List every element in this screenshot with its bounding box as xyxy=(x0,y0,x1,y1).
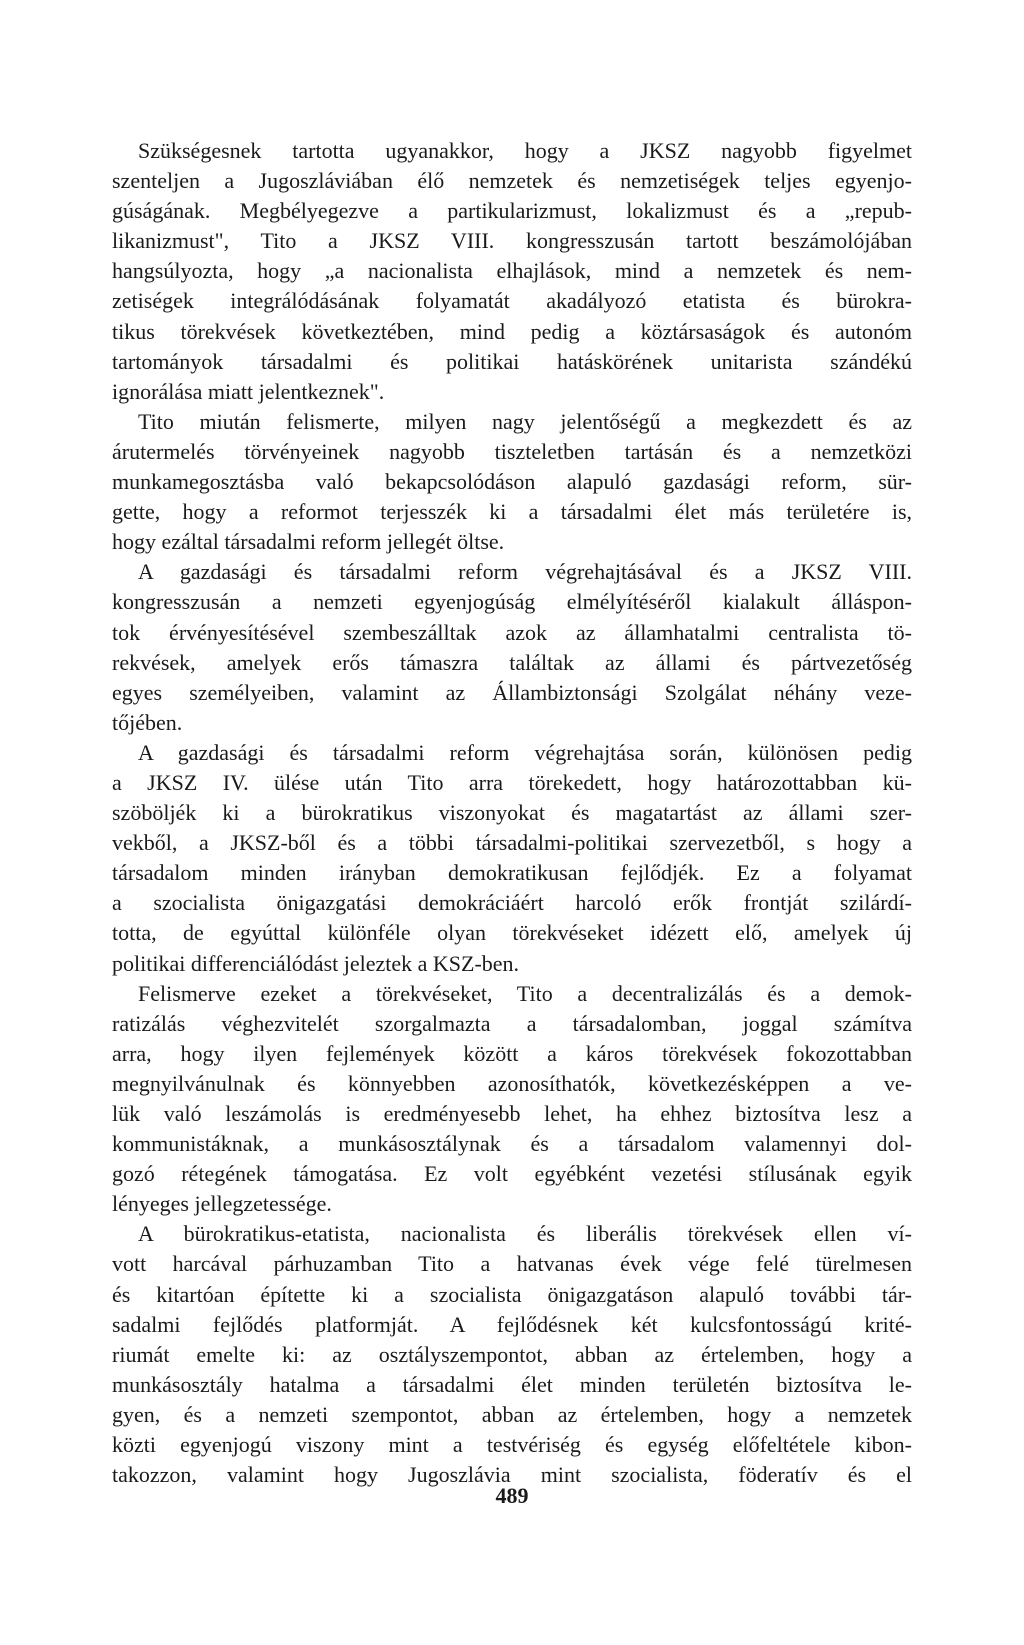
text-line: lényeges jellegzetessége. xyxy=(112,1191,332,1217)
text-line: gyen, és a nemzeti szempontot, abban az értelemben, hogy a nemzetek xyxy=(112,1401,912,1427)
text-line: arra, hogy ilyen fejlemények között a káros törekvések fokozottabban xyxy=(112,1040,912,1066)
paragraph xyxy=(112,979,912,1220)
text-line: kongresszusán a nemzeti egyenjogúság elmélyítéséről kialakult álláspon- xyxy=(112,589,912,615)
text-line: gúságának. Megbélyegezve a partikularizmust, lokalizmust és a „repub- xyxy=(112,198,912,224)
text-line: hangsúlyozta, hogy „a nacionalista elhajlások, mind a nemzetek és nem- xyxy=(112,258,912,284)
text-line: megnyilvánulnak és könnyebben azonosíthatók, következésképpen a ve- xyxy=(112,1070,912,1096)
text-line: rekvések, amelyek erős támaszra találtak az állami és pártvezetőség xyxy=(112,649,912,675)
text-line: Tito miután felismerte, milyen nagy jelentőségű a megkezdett és az xyxy=(138,408,912,434)
text-line: munkamegosztásba való bekapcsolódáson alapuló gazdasági reform, sür- xyxy=(112,469,912,495)
text-line: szöböljék ki a bürokratikus viszonyokat és magatartást az állami szer- xyxy=(112,800,912,826)
text-line: zetiségek integrálódásának folyamatát akadályozó etatista és bürokra- xyxy=(112,288,912,314)
paragraph xyxy=(112,738,912,979)
text-line: munkásosztály hatalma a társadalmi élet minden területén biztosítva le- xyxy=(112,1371,912,1397)
text-line: tikus törekvések következtében, mind pedig a köztársaságok és autonóm xyxy=(112,318,912,344)
text-line: likanizmust", Tito a JKSZ VIII. kongresszusán tartott beszámolójában xyxy=(112,228,912,254)
text-line: és kitartóan építette ki a szocialista önigazgatáson alapuló további tár- xyxy=(112,1281,912,1307)
text-line: a JKSZ IV. ülése után Tito arra törekedett, hogy határozottabban kü- xyxy=(112,769,912,795)
text-line: ignorálása miatt jelentkeznek". xyxy=(112,378,385,404)
text-line: árutermelés törvényeinek nagyobb tiszteletben tartásán és a nemzetközi xyxy=(112,438,912,464)
text-line: sadalmi fejlődés platformját. A fejlődésnek két kulcsfontosságú krité- xyxy=(112,1311,912,1337)
paragraph xyxy=(112,557,912,738)
text-line: tartományok társadalmi és politikai hatáskörének unitarista szándékú xyxy=(112,348,912,374)
text-line: tőjében. xyxy=(112,709,183,735)
text-line: a szocialista önigazgatási demokráciáért harcoló erők frontját szilárdí- xyxy=(112,890,912,916)
body-text xyxy=(112,136,912,1490)
text-line: vott harcával párhuzamban Tito a hatvanas évek vége felé türelmesen xyxy=(112,1251,912,1277)
text-line: ratizálás véghezvitelét szorgalmazta a társadalomban, joggal számítva xyxy=(112,1010,912,1036)
text-line: Szükségesnek tartotta ugyanakkor, hogy a JKSZ nagyobb figyelmet xyxy=(138,138,912,163)
text-line: gozó rétegének támogatása. Ez volt egyébként vezetési stílusának egyik xyxy=(112,1161,912,1187)
text-line: riumát emelte ki: az osztályszempontot, abban az értelemben, hogy a xyxy=(112,1341,912,1367)
text-line: A gazdasági és társadalmi reform végrehajtásával és a JKSZ VIII. xyxy=(138,559,912,585)
paragraph xyxy=(112,1219,912,1490)
text-line: közti egyenjogú viszony mint a testvériség és egység előfeltétele kibon- xyxy=(112,1432,912,1458)
text-line: lük való leszámolás is eredményesebb lehet, ha ehhez biztosítva lesz a xyxy=(112,1101,912,1126)
text-line: Felismerve ezeket a törekvéseket, Tito a decentralizálás és a demok- xyxy=(138,980,912,1006)
text-line: takozzon, valamint hogy Jugoszlávia mint szocialista, föderatív és el xyxy=(112,1462,912,1488)
text-line: társadalom minden irányban demokratikusan fejlődjék. Ez a folyamat xyxy=(112,860,912,886)
text-line: A bürokratikus-etatista, nacionalista és liberális törekvések ellen ví- xyxy=(138,1221,912,1247)
text-line: kommunistáknak, a munkásosztálynak és a társadalom valamennyi dol- xyxy=(112,1131,912,1157)
text-line: gette, hogy a reformot terjesszék ki a társadalmi élet más területére is, xyxy=(112,499,912,525)
text-line: politikai differenciálódást jeleztek a KSZ-ben. xyxy=(112,950,520,976)
paragraph xyxy=(112,136,912,407)
page-number: 489 xyxy=(495,1483,529,1508)
text-line: hogy ezáltal társadalmi reform jellegét öltse. xyxy=(112,529,505,555)
text-line: egyes személyeiben, valamint az Állambiztonsági Szolgálat néhány veze- xyxy=(112,679,912,705)
text-line: A gazdasági és társadalmi reform végrehajtása során, különösen pedig xyxy=(138,739,912,765)
text-line: totta, de egyúttal különféle olyan törekvéseket idézett elő, amelyek új xyxy=(112,920,912,946)
paragraph xyxy=(112,407,912,557)
text-line: vekből, a JKSZ-ből és a többi társadalmi-politikai szervezetből, s hogy a xyxy=(112,830,912,856)
text-line: tok érvényesítésével szembeszálltak azok az államhatalmi centralista tö- xyxy=(112,619,912,645)
text-line: szenteljen a Jugoszláviában élő nemzetek és nemzetiségek teljes egyenjo- xyxy=(112,168,912,194)
